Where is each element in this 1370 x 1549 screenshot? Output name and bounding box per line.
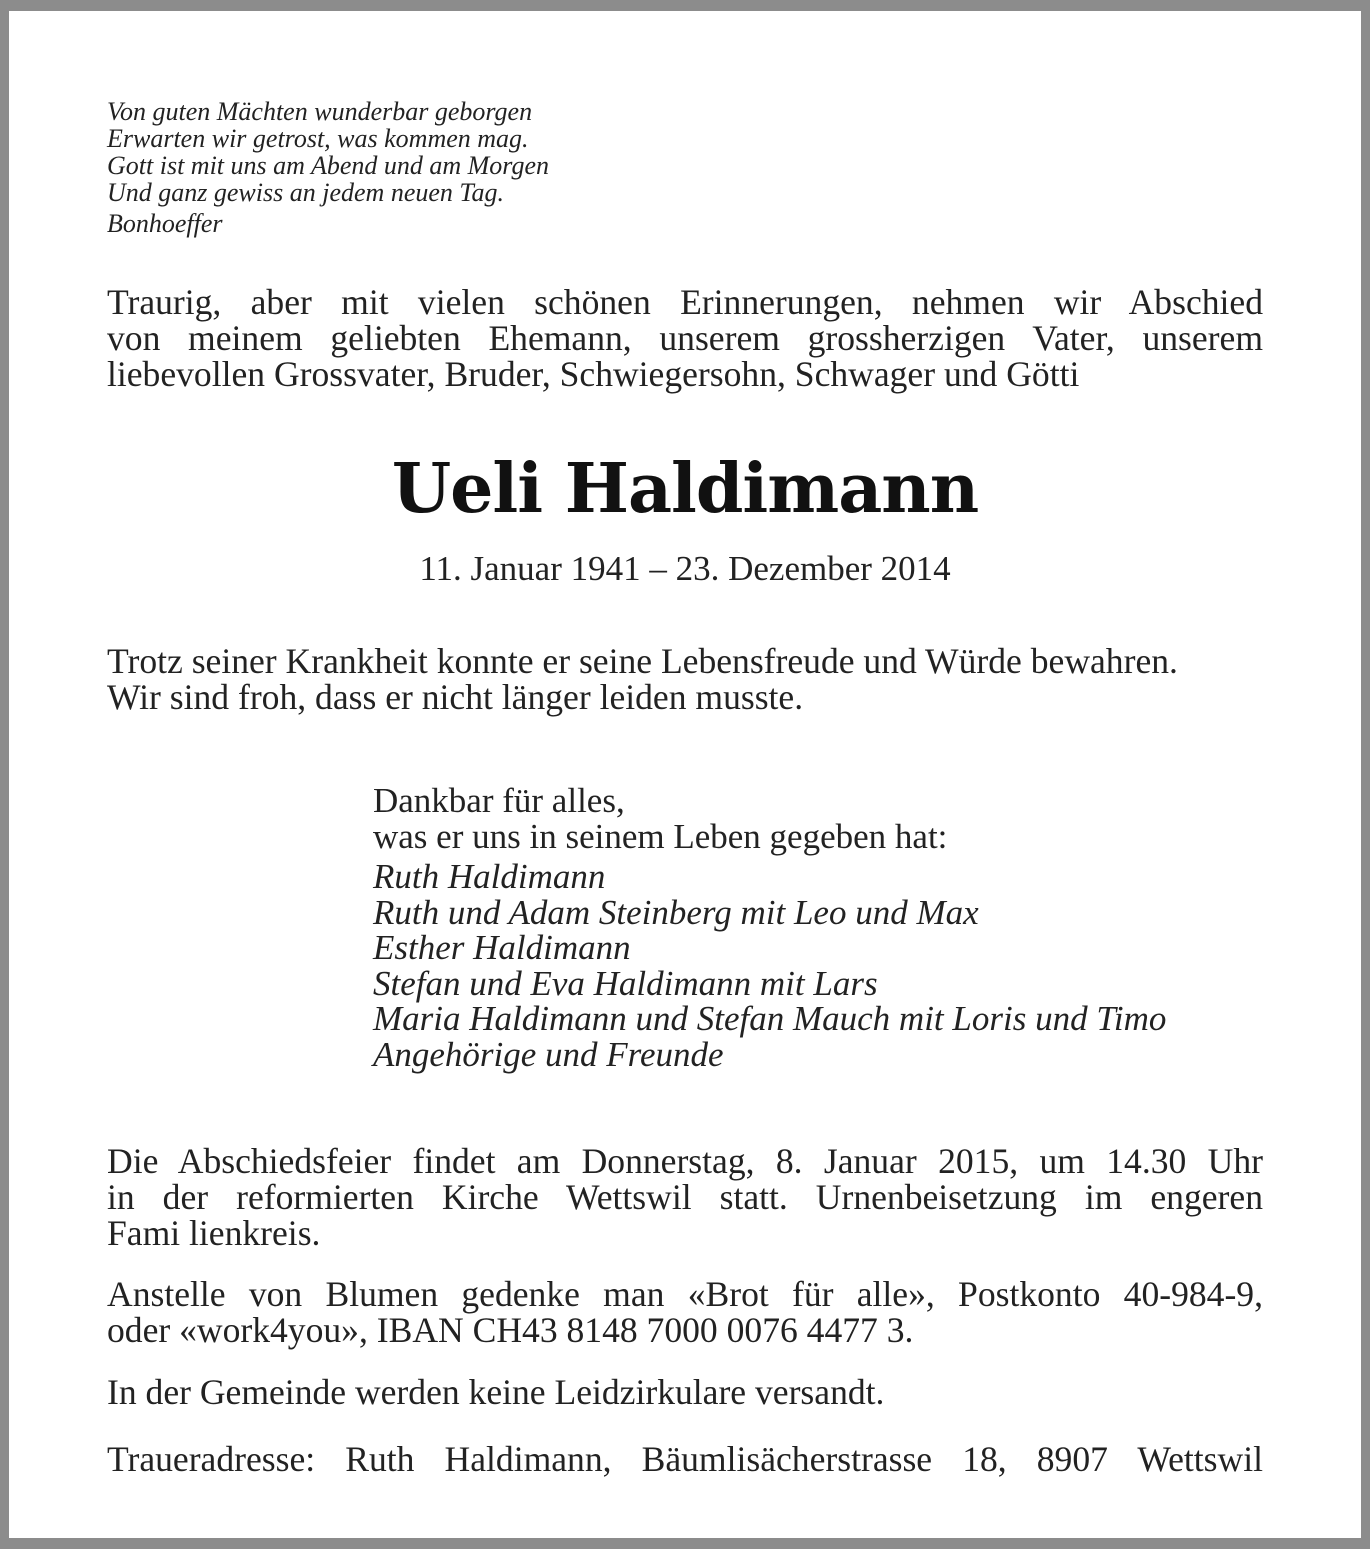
intro-line: liebevollen Grossvater, Bruder, Schwiegersohn, Schwager und Götti [107,354,1080,394]
intro-paragraph [107,284,1263,392]
ceremony-paragraph [107,1143,1263,1251]
poem-line: Gott ist mit uns am Abend und am Morgen [107,151,549,180]
circular-notice [107,1374,1263,1410]
thanks-heading [373,783,947,855]
poem-author: Bonhoeffer [107,209,223,238]
mourner-name: Stefan und Eva Haldimann mit Lars [373,963,878,1003]
donation-line: oder «work4you», IBAN CH43 8148 7000 0076 4477 3. [107,1310,914,1350]
bonhoeffer-poem [107,98,549,237]
illness-line: Wir sind froh, dass er nicht länger leiden musste. [107,677,804,717]
mourning-address [107,1441,1263,1477]
ceremony-line: Die Abschiedsfeier findet am Donnerstag, 8. Januar 2015, um 14.30 Uhr [107,1141,1263,1181]
ceremony-line: in der reformierten Kirche Wettswil statt. Urnenbeisetzung im engeren [107,1177,1263,1217]
obituary-notice [9,11,1361,1538]
circular-line: In der Gemeinde werden keine Leidzirkulare versandt. [107,1372,885,1412]
illness-line: Trotz seiner Krankheit konnte er seine Lebensfreude und Würde bewahren. [107,641,1178,681]
address-line: Traueradresse: Ruth Haldimann, Bäumlisächerstrasse 18, 8907 Wettswil [107,1439,1263,1479]
life-dates: 11. Januar 1941 – 23. Dezember 2014 [419,549,951,588]
ceremony-line: Fami lienkreis. [107,1213,321,1253]
illness-paragraph [107,643,1178,715]
intro-line: von meinem geliebten Ehemann, unserem grossherzigen Vater, unserem [107,318,1263,358]
mourners-list [373,859,1166,1072]
donation-paragraph [107,1276,1263,1348]
mourner-name: Maria Haldimann und Stefan Mauch mit Loris und Timo [373,999,1167,1038]
intro-line: Traurig, aber mit vielen schönen Erinnerungen, nehmen wir Abschied [107,282,1263,322]
mourner-name: Esther Haldimann [373,928,631,967]
mourner-name: Ruth Haldimann [373,857,606,896]
poem-line: Und ganz gewiss an jedem neuen Tag. [107,178,504,207]
mourner-name: Angehörige und Freunde [373,1034,724,1074]
mourner-name: Ruth und Adam Steinberg mit Leo und Max [373,892,979,932]
poem-line: Erwarten wir getrost, was kommen mag. [107,124,529,153]
thanks-line: was er uns in seinem Leben gegeben hat: [373,817,948,856]
poem-line: Von guten Mächten wunderbar geborgen [107,97,533,126]
donation-line: Anstelle von Blumen gedenke man «Brot für alle», Postkonto 40-984-9, [107,1274,1263,1314]
thanks-line: Dankbar für alles, [373,781,625,820]
deceased-name: Ueli Haldimann [391,449,979,529]
